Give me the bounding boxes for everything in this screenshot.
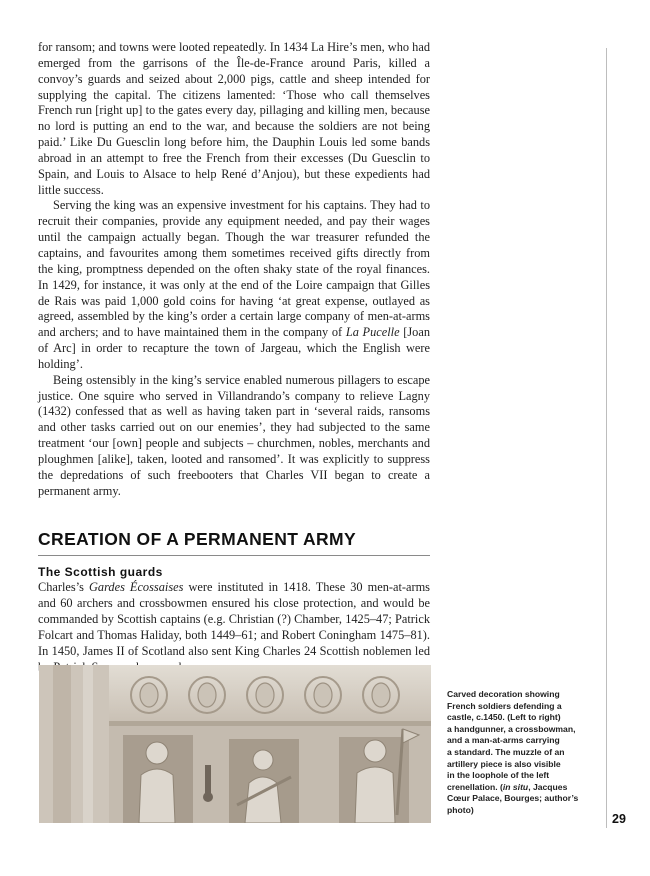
section-paragraph: Charles’s Gardes Écossaises were instituted in 1418. These 30 men-at-arms and 60 archers and crossbowmen ensured his close protection, and would be commanded by Scottish captains (e.g. Christian (?) Chamber, 1425–47; Patrick Folcart and Thomas Haliday, both 1449–61; and Robert Coningham 1475–81). In 1450, James II of Scotland also sent King Charles 24 Scottish noblemen led	[38, 580, 430, 658]
subheading: The Scottish guards	[38, 565, 163, 580]
body-paragraph-3: Being ostensibly in the king’s service enabled numerous pillagers to escape justice. One squire who served in Villandrando’s company to relieve Lagny (1432) confessed that as well as having taken part in ‘several raids, ransoms and other tasks carried out on our enemies’, they had subjected to the same treatment ‘our [own] people and subjects – churchmen, nobles, merchants and ploughmen [alike], taken, looted and ransomed’. It was explicitly to suppress the depredations of such freebooters that Charles VII began to create a permanent army.	[38, 372, 430, 498]
caption-line: artillery piece is also visible	[447, 758, 561, 769]
caption-line: photo)	[447, 804, 474, 815]
body-paragraph-2: Serving the king was an expensive investment for his captains. They had to recruit their companies, provide any equipment needed, and pay their wages until the campaign actually began. Though the war treasurer refunded the captains, and favourites among them sometimes received gifts directly from the king, promptness depended on the often shaky state of the royal finances. In 1429, for instance, it was only at the end of the Loire campaign that Gilles de Rais was paid 1,000 gold coins for having ‘at great expense, outlayed as agreed, assembled by the king’s order a certain large company of men-at-arms and archers; and to have maintained them in the company of La Pucelle [Joan of Arc] in order to recapture the town of Jargeau, which the English were holding’.	[38, 198, 430, 371]
carved-decoration-photo	[39, 665, 431, 823]
caption-line: in the loophole of the left	[447, 770, 550, 781]
body-column	[38, 40, 430, 676]
photo-caption	[447, 689, 597, 817]
caption-line: a handgunner, a crossbowman,	[447, 723, 576, 734]
body-paragraph-1: for ransom; and towns were looted repeatedly. In 1434 La Hire’s men, who had emerged from the garrisons of the Île-de-France around Paris, killed a convoy’s guards and seized about 2,000 pigs, cattle and sheep intended for supplying the capital. The citizens lamented: ‘Those who call themselves French run [right up] to the gates every day, pillaging and killing men, because no lord is putting an end to the war, and because the soldiers are not being paid.’ Like Du Guesclin long before him, the Dauphin Louis led some bands abroad in an attempt to free the French from their excesses (Du Guesclin to Spain, and Louis to Alsace to help René d’Anjou), but these expedients had little success.	[38, 40, 430, 197]
caption-line: and a man-at-arms carrying	[447, 735, 560, 746]
caption-line: French soldiers defending a	[447, 700, 562, 711]
caption-line: Carved decoration showing	[447, 689, 560, 699]
caption-line: a standard. The muzzle of an	[447, 746, 565, 757]
section-heading: CREATION OF A PERMANENT ARMY	[38, 529, 430, 556]
page-number: 29	[612, 812, 626, 826]
margin-rule	[606, 48, 607, 828]
caption-line: crenellation. (in situ, Jacques	[447, 781, 568, 792]
caption-line: castle, c.1450. (Left to right)	[447, 712, 561, 723]
caption-line: Cœur Palace, Bourges; author’s	[447, 793, 579, 804]
